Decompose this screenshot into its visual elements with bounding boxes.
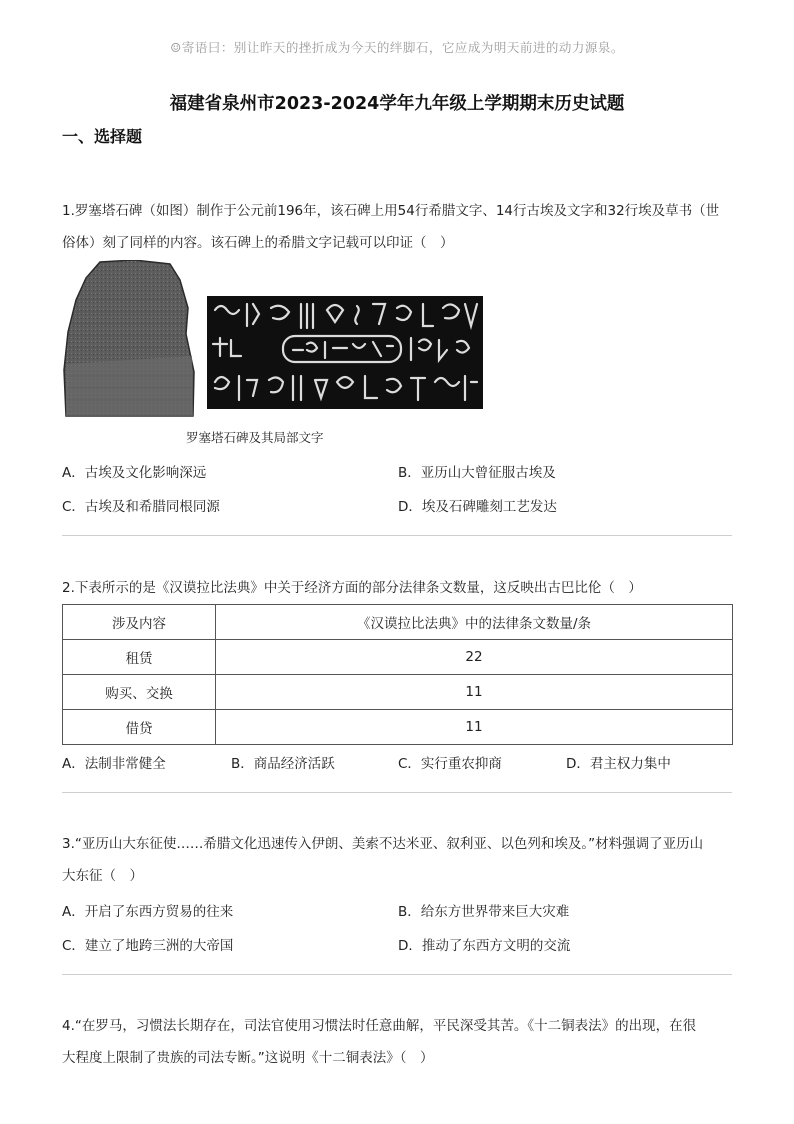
divider bbox=[62, 974, 732, 975]
question-2-text: 2.下表所示的是《汉谟拉比法典》中关于经济方面的部分法律条文数量，这反映出古巴比伦（ ） bbox=[62, 580, 642, 596]
question-4-line-2: 大程度上限制了贵族的司法专断。”这说明《十二铜表法》（ ） bbox=[62, 1050, 434, 1066]
table-row bbox=[63, 675, 733, 710]
table-cell: 11 bbox=[216, 675, 733, 710]
table-cell: 22 bbox=[216, 640, 733, 675]
table-cell: 11 bbox=[216, 710, 733, 745]
divider bbox=[62, 535, 732, 536]
q1-option-c[interactable]: C．古埃及和希腊同根同源 bbox=[62, 499, 220, 515]
hieroglyph-detail-image bbox=[207, 296, 483, 409]
question-1-line-2: 俗体）刻了同样的内容。该石碑上的希腊文字记载可以印证（ ） bbox=[62, 235, 454, 251]
q3-option-c[interactable]: C．建立了地跨三洲的大帝国 bbox=[62, 938, 234, 954]
section-heading: 一、选择题 bbox=[62, 127, 143, 146]
header-motto: ☺寄语曰：别让昨天的挫折成为今天的绊脚石，它应成为明天前进的动力源泉。 bbox=[170, 40, 624, 55]
q3-option-d[interactable]: D．推动了东西方文明的交流 bbox=[398, 938, 571, 954]
table-row bbox=[63, 640, 733, 675]
q2-option-d[interactable]: D．君主权力集中 bbox=[566, 756, 671, 772]
rosetta-stone-image bbox=[62, 260, 198, 418]
q1-option-d[interactable]: D．埃及石碑雕刻工艺发达 bbox=[398, 499, 557, 515]
question-3-line-1: 3.“亚历山大东征使……希腊文化迅速传入伊朗、美索不达米亚、叙利亚、以色列和埃及。”材料强调了亚历山 bbox=[62, 836, 704, 852]
question-1-line-1: 1.罗塞塔石碑（如图）制作于公元前196年，该石碑上用54行希腊文字、14行古埃及文字和32行埃及草书（世 bbox=[62, 203, 720, 219]
q3-option-b[interactable]: B．给东方世界带来巨大灾难 bbox=[398, 904, 570, 920]
question-1-text bbox=[62, 195, 738, 259]
table-cell: 购买、交换 bbox=[63, 675, 216, 710]
question-3-line-2: 大东征（ ） bbox=[62, 868, 143, 884]
q2-option-c[interactable]: C．实行重农抑商 bbox=[398, 756, 502, 772]
figure-caption: 罗塞塔石碑及其局部文字 bbox=[186, 430, 324, 445]
q1-option-a[interactable]: A．古埃及文化影响深远 bbox=[62, 465, 207, 481]
table-header-cell: 《汉谟拉比法典》中的法律条文数量/条 bbox=[216, 605, 733, 640]
question-3-text bbox=[62, 828, 738, 892]
q2-option-a[interactable]: A．法制非常健全 bbox=[62, 756, 166, 772]
page-title: 福建省泉州市2023-2024学年九年级上学期期末历史试题 bbox=[169, 94, 625, 114]
question-4-text bbox=[62, 1010, 738, 1074]
q2-option-b[interactable]: B．商品经济活跃 bbox=[231, 756, 335, 772]
table-cell: 借贷 bbox=[63, 710, 216, 745]
table-header-cell: 涉及内容 bbox=[63, 605, 216, 640]
question-4-line-1: 4.“在罗马，习惯法长期存在，司法官使用习惯法时任意曲解，平民深受其苦。《十二铜表法》的出现，在很 bbox=[62, 1018, 697, 1034]
table-row bbox=[63, 710, 733, 745]
divider bbox=[62, 792, 732, 793]
q1-option-b[interactable]: B．亚历山大曾征服古埃及 bbox=[398, 465, 556, 481]
table-header-row bbox=[63, 605, 733, 640]
law-table bbox=[62, 604, 733, 745]
table-cell: 租赁 bbox=[63, 640, 216, 675]
q3-option-a[interactable]: A．开启了东西方贸易的往来 bbox=[62, 904, 234, 920]
